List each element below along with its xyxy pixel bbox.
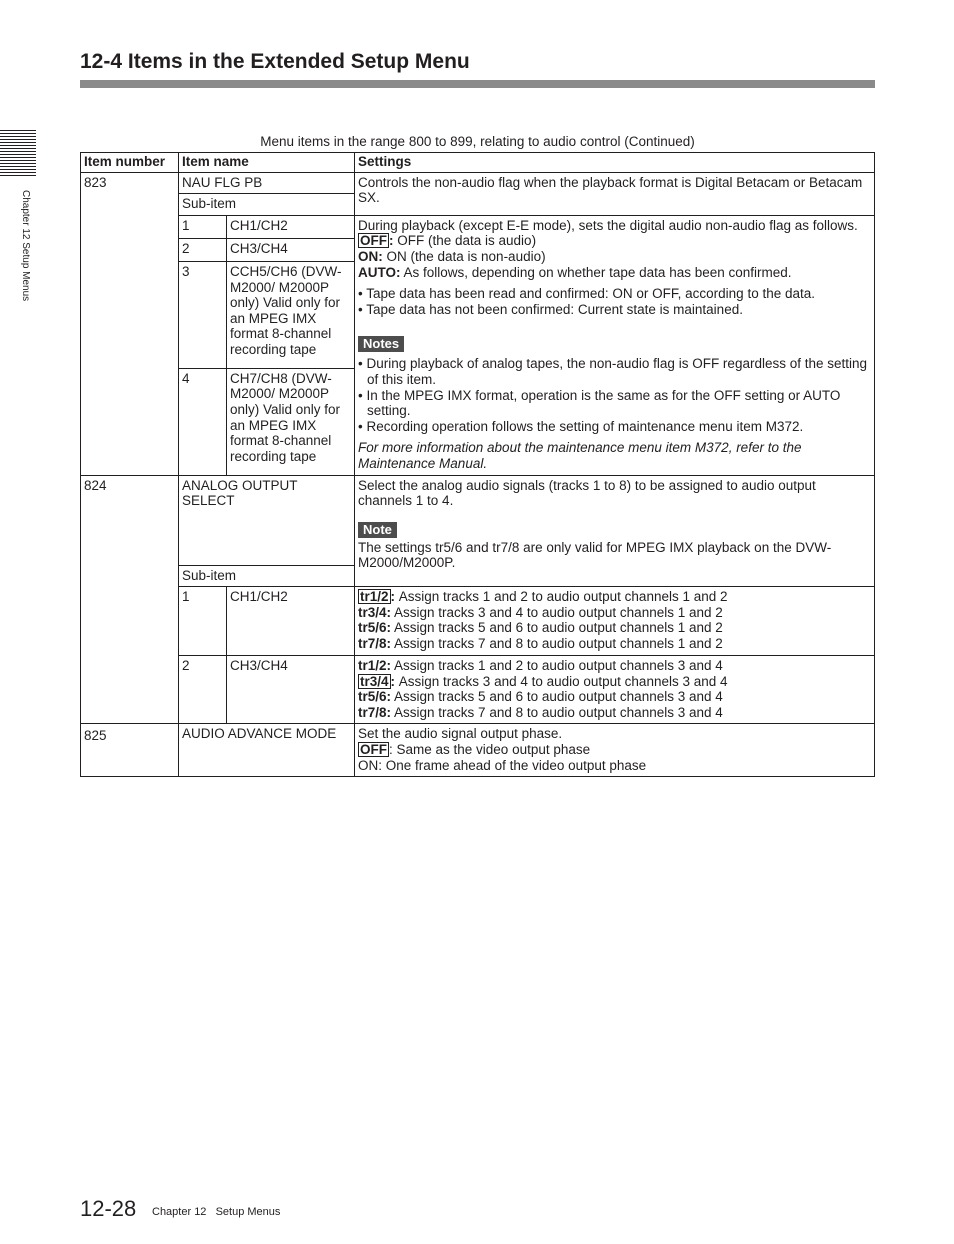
setting-line: tr3/4 : Assign tracks 3 and 4 to audio output channels 3 and 4 [360, 673, 728, 689]
setting-key: tr7/8: [358, 704, 392, 720]
setting-line [358, 658, 871, 674]
item-name-cell: AUDIO ADVANCE MODE [179, 724, 355, 777]
note-item: • In the MPEG IMX format, operation is the same as for the OFF setting or AUTO setting. [358, 387, 841, 419]
setting-text: Assign tracks 5 and 6 to audio output channels 3 and 4 [394, 689, 723, 705]
note-text: The settings tr5/6 and tr7/8 are only valid for MPEG IMX playback on the DVW-M2000/M2000P. [358, 539, 832, 571]
reference-text: For more information about the maintenance menu item M372, refer to the Maintenance Manual. [358, 440, 802, 471]
setting-line [358, 620, 871, 636]
header-settings: Settings [355, 153, 875, 173]
settings-table [80, 152, 875, 777]
settings-cell [355, 587, 875, 656]
item-number-cell: 823 [81, 172, 179, 475]
setting-line [358, 742, 871, 758]
default-marker: tr1/2 [360, 589, 389, 605]
sub-item-name: CH1/CH2 [227, 587, 355, 656]
settings-cell [355, 724, 875, 777]
setting-text: Assign tracks 1 and 2 to audio output channels 1 and 2 [398, 589, 728, 605]
sub-item-number: 3 [179, 262, 227, 369]
footer-chapter-label: Chapter 12 Setup Menus [152, 1206, 281, 1218]
table-row [81, 587, 875, 656]
setting-key: tr3/4: [358, 604, 392, 620]
setting-text: Assign tracks 3 and 4 to audio output channels 3 and 4 [398, 673, 728, 689]
sub-item-number: 2 [179, 238, 227, 261]
note-item: • Recording operation follows the setting of maintenance menu item M372. [358, 418, 804, 434]
table-header-row [81, 153, 875, 173]
setting-key: tr5/6: [358, 620, 392, 636]
header-item-name: Item name [179, 153, 355, 173]
setting-line: ON: One frame ahead of the video output phase [358, 757, 647, 773]
note-label: Note [358, 522, 397, 538]
item-number-cell: 824 [81, 475, 179, 724]
chapter-side-label: Chapter 12 Setup Menus [20, 190, 31, 302]
note-item: • During playback of analog tapes, the non-audio flag is OFF regardless of the setting of this item. [358, 356, 868, 387]
sub-item-name: CH1/CH2 [227, 215, 355, 238]
table-row [81, 656, 875, 724]
settings-cell [355, 656, 875, 724]
header-item-number: Item number [81, 153, 179, 173]
setting-key: tr1/2: [358, 658, 392, 674]
setting-line [358, 265, 871, 281]
setting-line: OFF : OFF (the data is audio) [360, 233, 537, 249]
page-number: 12-28 [80, 1196, 137, 1221]
setting-key: ON: [358, 248, 383, 264]
sub-item-number: 2 [179, 656, 227, 724]
default-marker: OFF [360, 742, 387, 758]
settings-intro: During playback (except E-E mode), sets the digital audio non-audio flag as follows. [358, 217, 858, 233]
bullet-item: • Tape data has not been confirmed: Current state is maintained. [358, 301, 743, 317]
settings-cell [355, 215, 875, 475]
setting-line [358, 689, 871, 705]
setting-text: ON (the data is non-audio) [382, 248, 546, 264]
table-row [81, 724, 875, 777]
sub-item-number: 1 [179, 215, 227, 238]
table-row [81, 215, 875, 238]
bullet-item: • Tape data has been read and confirmed: ON or OFF, according to the data. [358, 286, 815, 302]
setting-text: Assign tracks 7 and 8 to audio output channels 1 and 2 [394, 635, 723, 651]
sub-item-number: 4 [179, 368, 227, 475]
section-title: 12-4 Items in the Extended Setup Menu [80, 50, 470, 73]
sub-item-number: 1 [179, 587, 227, 656]
item-name-cell: NAU FLG PB [179, 172, 355, 194]
settings-intro: Select the analog audio signals (tracks 1 to 8) to be assigned to audio output channels 1 to 4. [358, 477, 816, 509]
setting-line [358, 705, 871, 721]
setting-key: AUTO: [358, 264, 401, 280]
default-marker: OFF [360, 233, 387, 249]
sub-item-label: Sub-item [179, 194, 355, 216]
notes-label: Notes [358, 336, 404, 352]
default-marker: tr3/4 [360, 673, 389, 689]
sub-item-name: CH7/CH8 (DVW-M2000/ M2000P only) Valid only for an MPEG IMX format 8-channel recording tape [227, 368, 355, 475]
settings-cell [355, 475, 875, 587]
setting-key: tr5/6: [358, 689, 392, 705]
chapter-tab-lines [0, 130, 36, 178]
item-number-cell: 825 [81, 724, 179, 777]
sub-item-name: CH3/CH4 [227, 656, 355, 724]
setting-key: tr7/8: [358, 635, 392, 651]
table-row [81, 172, 875, 194]
setting-text: Assign tracks 7 and 8 to audio output channels 3 and 4 [394, 704, 723, 720]
setting-text: : Same as the video output phase [389, 742, 591, 758]
item-name-cell: ANALOG OUTPUT SELECT [179, 475, 355, 565]
setting-line [358, 605, 871, 621]
setting-text: Assign tracks 3 and 4 to audio output channels 1 and 2 [394, 604, 723, 620]
setting-text: OFF (the data is audio) [397, 233, 537, 249]
settings-cell: Controls the non-audio flag when the playback format is Digital Betacam or Betacam SX. [355, 172, 875, 215]
table-caption: Menu items in the range 800 to 899, relating to audio control (Continued) [260, 134, 695, 149]
setting-line [358, 249, 871, 265]
sub-item-name: CH3/CH4 [227, 238, 355, 261]
settings-intro: Set the audio signal output phase. [358, 726, 563, 742]
setting-text: Assign tracks 1 and 2 to audio output channels 3 and 4 [394, 658, 723, 674]
setting-text: As follows, depending on whether tape data has been confirmed. [400, 264, 792, 280]
title-rule [80, 80, 875, 88]
setting-text: Assign tracks 5 and 6 to audio output channels 1 and 2 [394, 620, 723, 636]
setting-line: tr1/2 : Assign tracks 1 and 2 to audio output channels 1 and 2 [360, 589, 728, 605]
setting-line [358, 636, 871, 652]
sub-item-label: Sub-item [179, 565, 355, 587]
table-row [81, 475, 875, 565]
sub-item-name: CCH5/CH6 (DVW-M2000/ M2000P only) Valid only for an MPEG IMX format 8-channel recording tape [227, 262, 355, 369]
